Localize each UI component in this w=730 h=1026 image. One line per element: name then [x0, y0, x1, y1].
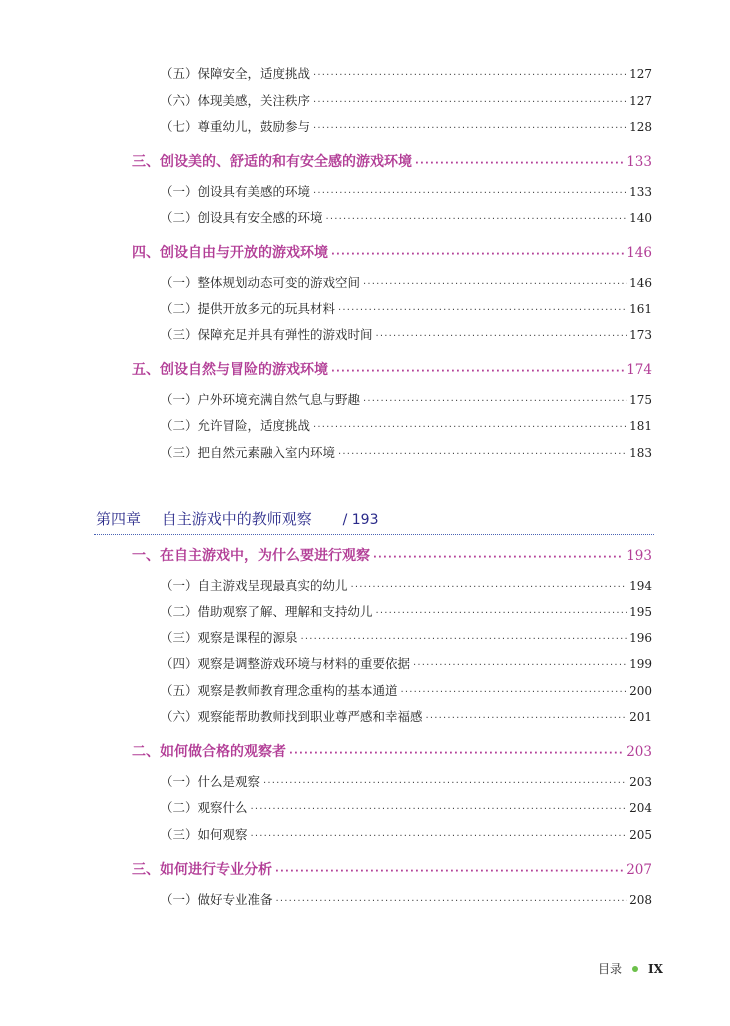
entry-title: （一）户外环境充满自然气息与野趣: [160, 392, 361, 407]
entry-page: 175: [629, 393, 652, 407]
dot-leader: [376, 331, 628, 342]
chapter-page: / 193: [342, 512, 379, 528]
dot-leader: [263, 778, 627, 789]
toc-entry[interactable]: [160, 602, 652, 620]
entry-page: 181: [629, 419, 652, 433]
dot-leader: [313, 422, 627, 433]
entry-page: 195: [629, 605, 652, 619]
chapter-heading[interactable]: [96, 508, 378, 529]
dot-leader: [313, 97, 627, 108]
section-page: 146: [626, 245, 652, 261]
dot-leader: [313, 188, 627, 199]
section-title: 四、创设自由与开放的游戏环境: [132, 245, 328, 261]
toc-entry[interactable]: [160, 798, 652, 816]
dot-leader: [401, 687, 628, 698]
dot-leader: [426, 713, 628, 724]
dot-leader: [415, 158, 624, 169]
toc-section-entry[interactable]: [132, 741, 652, 761]
toc-section-entry[interactable]: [132, 545, 652, 565]
dot-leader: [351, 582, 628, 593]
entry-page: 128: [629, 120, 652, 134]
entry-page: 161: [629, 302, 652, 316]
chapter-number: 第四章: [96, 510, 142, 528]
bullet-icon: [632, 966, 638, 972]
entry-title: （二）允许冒险，适度挑战: [160, 418, 311, 433]
entry-page: 127: [629, 67, 652, 81]
section-page: 174: [626, 362, 652, 378]
toc-entry[interactable]: [160, 654, 652, 672]
toc-entry[interactable]: [160, 681, 652, 699]
dot-leader: [338, 305, 627, 316]
entry-title: （四）观察是调整游戏环境与材料的重要依据: [160, 656, 411, 671]
entry-page: 204: [629, 801, 652, 815]
dot-leader: [413, 660, 627, 671]
section-page: 193: [626, 548, 652, 564]
toc-entry[interactable]: [160, 117, 652, 135]
toc-section-entry[interactable]: [132, 151, 652, 171]
toc-entry[interactable]: [160, 416, 652, 434]
entry-page: 127: [629, 94, 652, 108]
entry-page: 201: [629, 710, 652, 724]
dot-leader: [251, 804, 628, 815]
dot-leader: [373, 552, 624, 563]
entry-page: 140: [629, 211, 652, 225]
section-page: 203: [626, 744, 652, 760]
entry-title: （二）观察什么: [160, 800, 248, 815]
section-title: 三、创设美的、舒适的和有安全感的游戏环境: [132, 154, 412, 170]
dot-leader: [331, 249, 624, 260]
entry-title: （三）把自然元素融入室内环境: [160, 445, 336, 460]
entry-title: （二）借助观察了解、理解和支持幼儿: [160, 604, 373, 619]
footer-page-number: IX: [648, 961, 663, 976]
toc-entry[interactable]: [160, 91, 652, 109]
entry-page: 200: [629, 684, 652, 698]
entry-title: （七）尊重幼儿，鼓励参与: [160, 119, 311, 134]
entry-title: （三）观察是课程的源泉: [160, 630, 298, 645]
entry-page: 173: [629, 328, 652, 342]
dot-leader: [313, 70, 627, 81]
dot-leader: [376, 608, 628, 619]
entry-title: （六）观察能帮助教师找到职业尊严感和幸福感: [160, 709, 423, 724]
section-title: 一、在自主游戏中，为什么要进行观察: [132, 548, 370, 564]
toc-entry[interactable]: [160, 299, 652, 317]
entry-title: （一）创设具有美感的环境: [160, 184, 311, 199]
toc-entry[interactable]: [160, 273, 652, 291]
entry-title: （五）观察是教师教育理念重构的基本通道: [160, 683, 398, 698]
entry-title: （一）做好专业准备: [160, 892, 273, 907]
toc-section-entry[interactable]: [132, 859, 652, 879]
toc-section-entry[interactable]: [132, 242, 652, 262]
toc-entry[interactable]: [160, 825, 652, 843]
entry-title: （二）提供开放多元的玩具材料: [160, 301, 336, 316]
dot-leader: [331, 366, 624, 377]
dot-leader: [301, 634, 628, 645]
section-title: 三、如何进行专业分析: [132, 862, 272, 878]
section-title: 五、创设自然与冒险的游戏环境: [132, 362, 328, 378]
entry-page: 208: [629, 893, 652, 907]
dot-leader: [338, 449, 627, 460]
chapter-title: 自主游戏中的教师观察: [161, 510, 312, 528]
entry-page: 205: [629, 828, 652, 842]
dot-leader: [275, 866, 624, 877]
entry-page: 203: [629, 775, 652, 789]
section-page: 133: [626, 154, 652, 170]
toc-entry[interactable]: [160, 64, 652, 82]
toc-entry[interactable]: [160, 628, 652, 646]
toc-entry[interactable]: [160, 443, 652, 461]
entry-page: 146: [629, 276, 652, 290]
toc-entry[interactable]: [160, 390, 652, 408]
dot-leader: [363, 279, 627, 290]
dot-leader: [276, 896, 628, 907]
page-footer: [598, 960, 663, 977]
section-page: 207: [626, 862, 652, 878]
entry-title: （一）自主游戏呈现最真实的幼儿: [160, 578, 348, 593]
entry-title: （三）保障充足并具有弹性的游戏时间: [160, 327, 373, 342]
entry-title: （六）体现美感，关注秩序: [160, 93, 311, 108]
entry-page: 199: [629, 657, 652, 671]
entry-page: 183: [629, 446, 652, 460]
entry-title: （五）保障安全，适度挑战: [160, 66, 311, 81]
section-title: 二、如何做合格的观察者: [132, 744, 286, 760]
chapter-divider: [94, 534, 654, 535]
entry-page: 194: [629, 579, 652, 593]
entry-page: 133: [629, 185, 652, 199]
toc-entry[interactable]: [160, 772, 652, 790]
dot-leader: [289, 748, 624, 759]
footer-label: 目录: [598, 962, 623, 976]
entry-title: （一）什么是观察: [160, 774, 261, 789]
entry-title: （二）创设具有安全感的环境: [160, 210, 323, 225]
entry-page: 196: [629, 631, 652, 645]
dot-leader: [251, 831, 628, 842]
toc-entry[interactable]: [160, 182, 652, 200]
dot-leader: [326, 214, 628, 225]
toc-entry[interactable]: [160, 890, 652, 908]
toc-entry[interactable]: [160, 325, 652, 343]
toc-entry[interactable]: [160, 707, 652, 725]
toc-entry[interactable]: [160, 576, 652, 594]
dot-leader: [363, 396, 627, 407]
toc-section-entry[interactable]: [132, 359, 652, 379]
toc-entry[interactable]: [160, 208, 652, 226]
entry-title: （一）整体规划动态可变的游戏空间: [160, 275, 361, 290]
entry-title: （三）如何观察: [160, 827, 248, 842]
dot-leader: [313, 123, 627, 134]
